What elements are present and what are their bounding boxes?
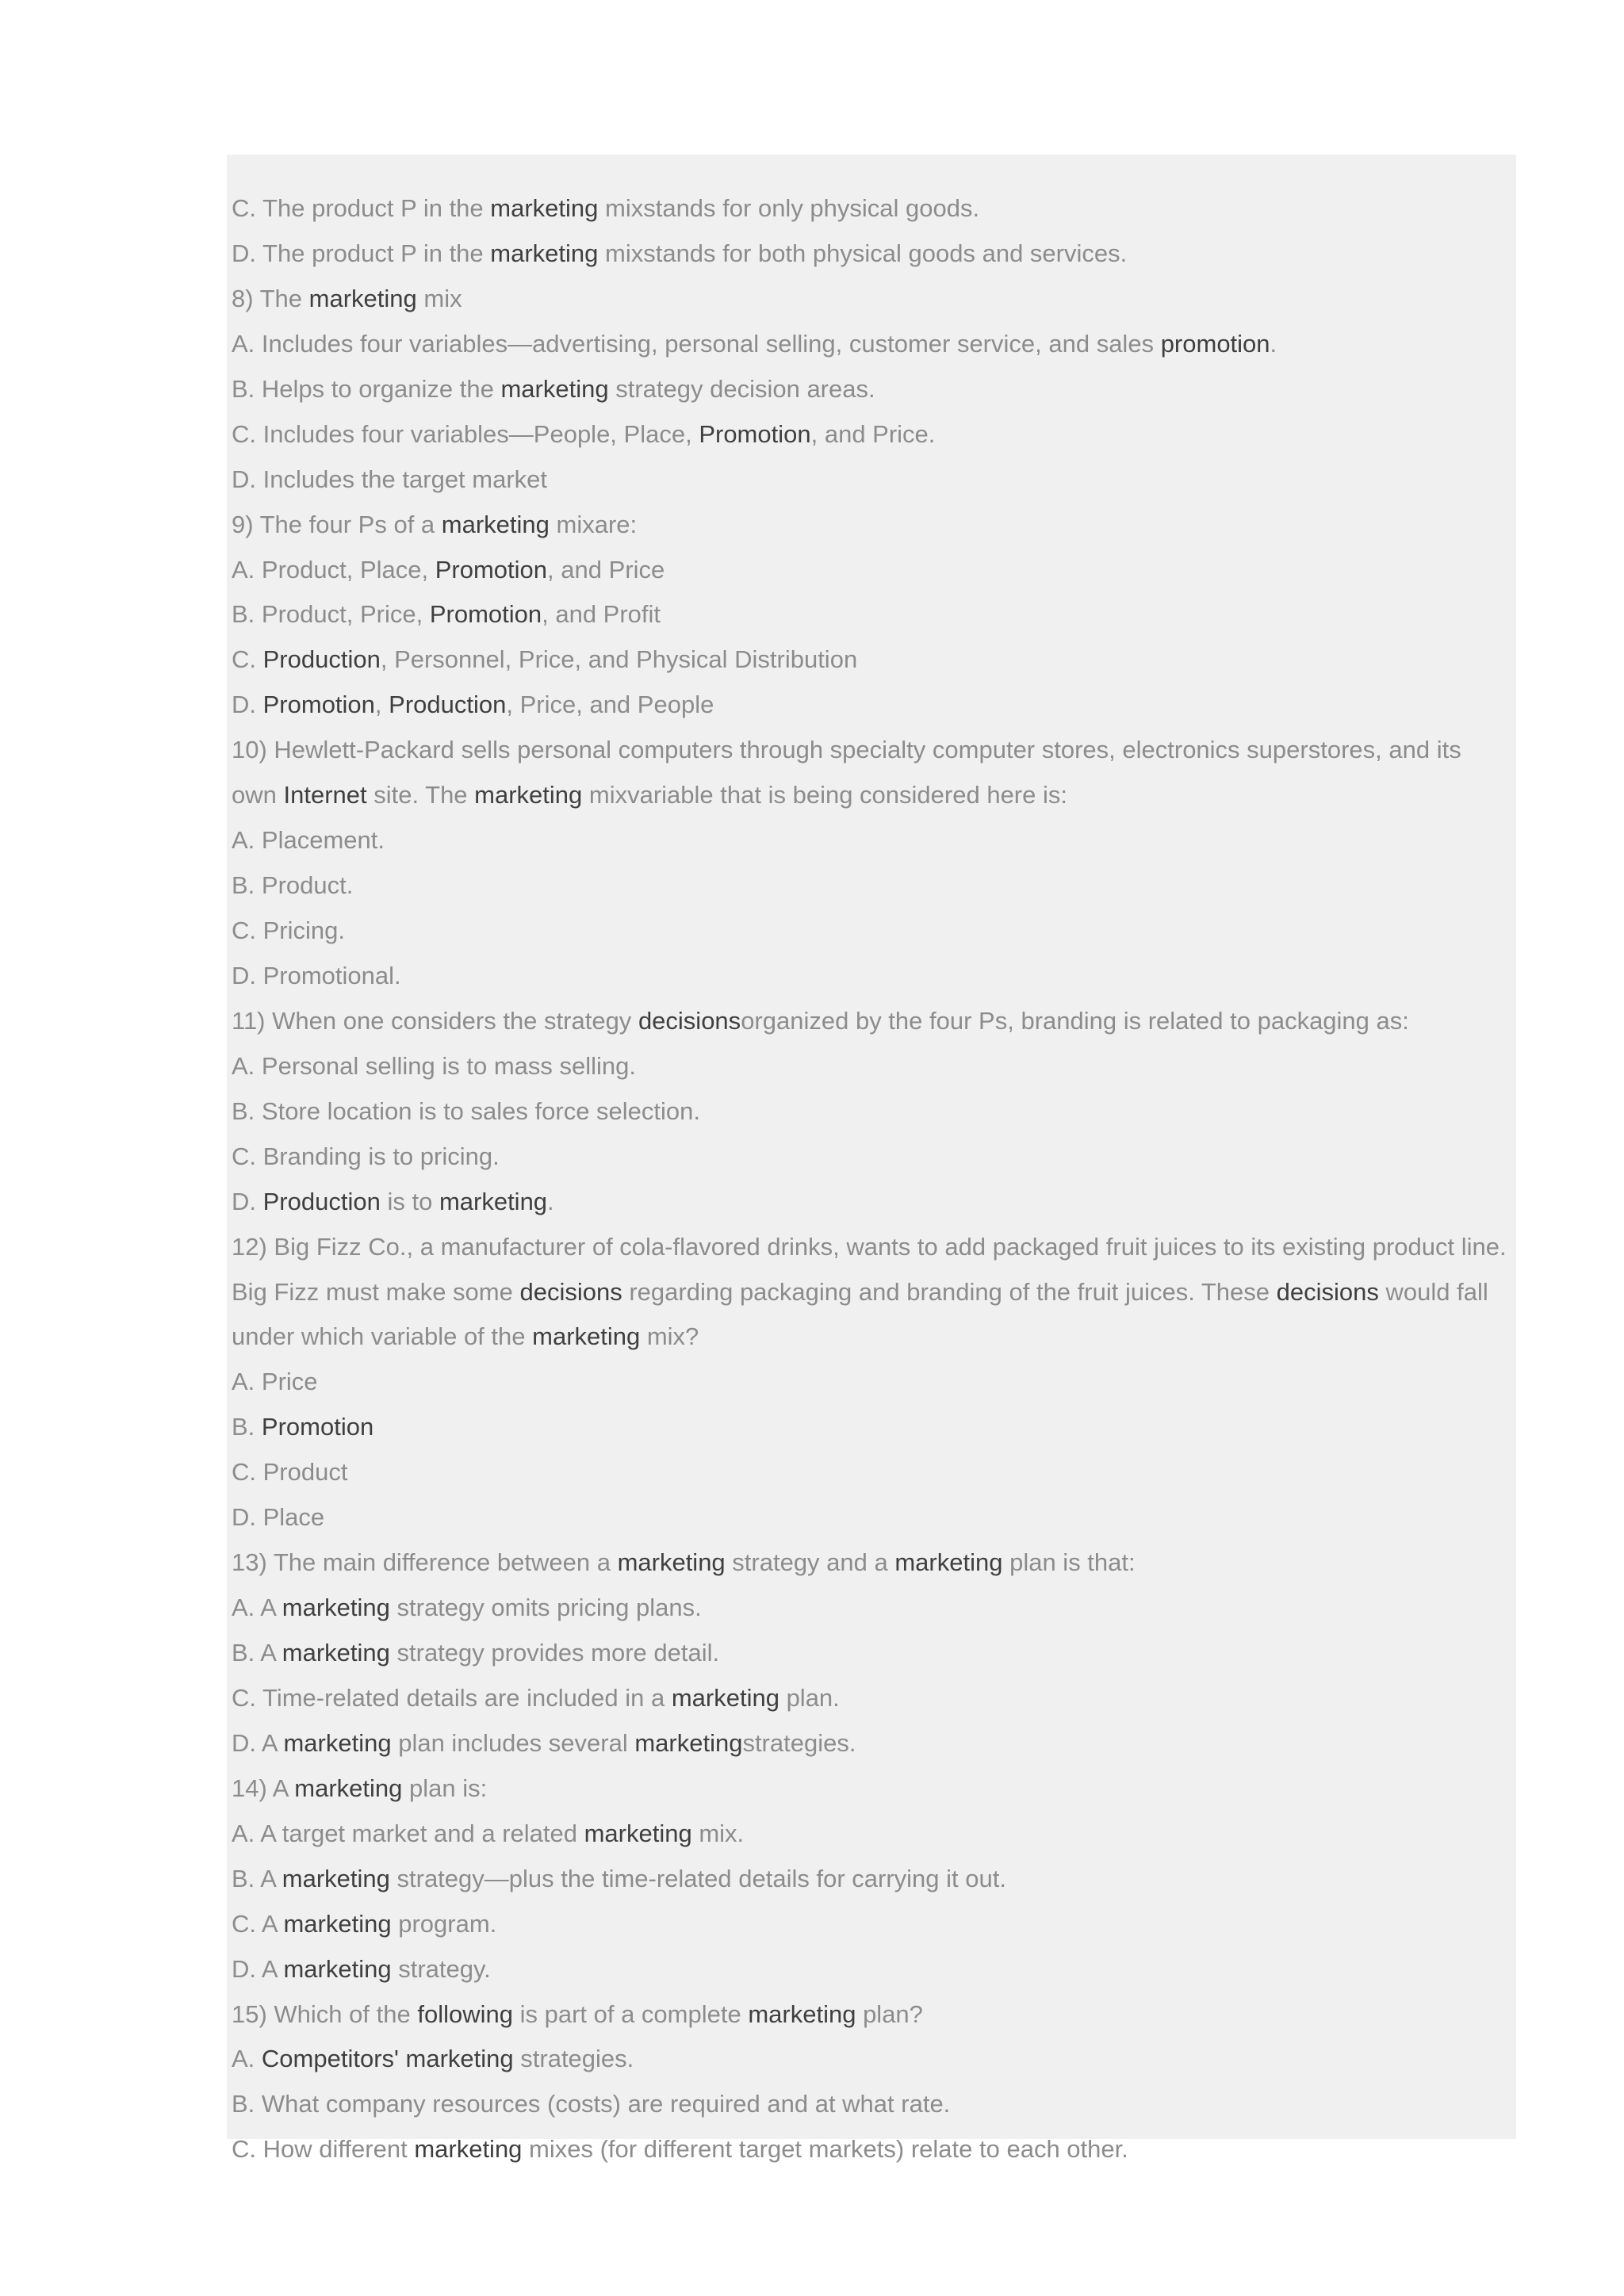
highlighted-term: decisions: [519, 1277, 622, 1306]
text-run: A. Price: [232, 1368, 318, 1396]
text-line: [227, 818, 1516, 863]
highlighted-term: marketing: [283, 1954, 392, 1983]
text-run: D. A: [232, 1728, 284, 1757]
text-line: [227, 1180, 1516, 1225]
text-run: 11) When one considers the strategy: [232, 1006, 638, 1035]
text-run: D.: [232, 1187, 263, 1215]
highlighted-term: promotion: [1160, 329, 1270, 358]
highlighted-term: marketing: [308, 284, 417, 312]
text-run: , and Profit: [542, 600, 661, 629]
text-run: own: [232, 781, 284, 809]
text-run: mixstands for both physical goods and services.: [598, 239, 1128, 267]
text-line: [227, 773, 1516, 818]
text-line: [227, 1270, 1516, 1315]
text-line: [227, 1405, 1516, 1450]
text-line: [227, 1857, 1516, 1902]
highlighted-term: Production: [262, 1187, 381, 1215]
text-line: [227, 1314, 1516, 1360]
text-run: D. Promotional.: [232, 961, 401, 989]
text-run: A. Product, Place,: [232, 555, 435, 584]
text-line: [227, 909, 1516, 954]
text-run: D. Place: [232, 1503, 325, 1532]
text-line: [227, 1812, 1516, 1857]
text-lines: [227, 186, 1516, 2172]
highlighted-term: Promotion: [262, 691, 375, 719]
text-run: 14) A: [232, 1774, 295, 1802]
text-line: [227, 1225, 1516, 1270]
text-run: strategy decision areas.: [608, 374, 875, 403]
text-run: strategy.: [391, 1954, 491, 1983]
highlighted-term: marketing: [671, 1683, 779, 1712]
text-run: organized by the four Ps, branding is related to packaging as:: [741, 1006, 1409, 1035]
text-run: , Personnel, Price, and Physical Distribution: [380, 645, 858, 674]
text-run: C. How different: [232, 2135, 415, 2164]
highlighted-term: Promotion: [261, 1413, 374, 1441]
text-run: mix?: [640, 1322, 699, 1351]
text-line: [227, 2037, 1516, 2082]
text-line: [227, 592, 1516, 637]
highlighted-term: marketing: [490, 239, 599, 267]
text-run: .: [547, 1187, 554, 1215]
text-run: C. Product: [232, 1458, 348, 1487]
text-run: 10) Hewlett-Packard sells personal computers through specialty computer stores, electronics superstores, and its: [232, 736, 1461, 764]
text-run: mixes (for different target markets) relate to each other.: [522, 2135, 1128, 2164]
text-run: 8) The: [232, 284, 309, 312]
text-line: [227, 1947, 1516, 1992]
text-run: .: [1270, 329, 1277, 358]
text-line: [227, 683, 1516, 728]
highlighted-term: Production: [262, 645, 381, 674]
text-run: A.: [232, 2045, 262, 2073]
highlighted-term: marketing: [283, 1728, 392, 1757]
highlighted-term: marketing: [474, 781, 583, 809]
highlighted-term: Competitors' marketing: [261, 2045, 514, 2073]
text-run: under which variable of the: [232, 1322, 533, 1351]
text-run: plan is that:: [1002, 1548, 1136, 1577]
text-run: 15) Which of the: [232, 1999, 418, 2028]
text-line: [227, 412, 1516, 457]
highlighted-term: marketing: [282, 1864, 390, 1892]
text-run: A. A target market and a related: [232, 1819, 584, 1847]
text-run: A. Includes four variables—advertising, personal selling, customer service, and sales: [232, 329, 1161, 358]
text-run: C. Includes four variables—People, Place,: [232, 419, 699, 448]
highlighted-term: marketing: [441, 510, 550, 538]
highlighted-term: marketing: [634, 1728, 743, 1757]
text-line: [227, 1721, 1516, 1766]
highlighted-term: marketing: [439, 1187, 548, 1215]
text-line: [227, 863, 1516, 909]
text-run: C. Pricing.: [232, 916, 345, 944]
text-run: program.: [391, 1909, 497, 1938]
text-line: [227, 1676, 1516, 1721]
text-run: D. The product P in the: [232, 239, 491, 267]
text-run: mix: [416, 284, 462, 312]
text-run: A. A: [232, 1594, 282, 1622]
highlighted-term: marketing: [414, 2135, 523, 2164]
text-run: B. Helps to organize the: [232, 374, 501, 403]
highlighted-term: marketing: [490, 194, 599, 222]
text-run: mixvariable that is being considered here is:: [582, 781, 1067, 809]
quiz-text-block: [227, 155, 1516, 2164]
text-line: [227, 186, 1516, 232]
text-line: [227, 999, 1516, 1044]
text-run: mix.: [691, 1819, 745, 1847]
highlighted-term: Promotion: [699, 419, 811, 448]
text-run: strategies.: [513, 2045, 634, 2073]
text-line: [227, 1631, 1516, 1676]
text-run: plan includes several: [391, 1728, 635, 1757]
text-run: mixstands for only physical goods.: [598, 194, 980, 222]
text-run: strategy omits pricing plans.: [389, 1594, 702, 1622]
text-run: D. Includes the target market: [232, 465, 548, 493]
text-run: C.: [232, 645, 263, 674]
text-run: strategy provides more detail.: [389, 1639, 720, 1667]
text-run: mixare:: [549, 510, 638, 538]
text-line: [227, 1450, 1516, 1495]
text-run: C. Time-related details are included in a: [232, 1683, 672, 1712]
highlighted-term: marketing: [584, 1819, 692, 1847]
highlighted-term: decisions: [1276, 1277, 1379, 1306]
highlighted-term: marketing: [283, 1909, 392, 1938]
text-run: ,: [374, 691, 389, 719]
text-run: 12) Big Fizz Co., a manufacturer of cola-flavored drinks, wants to add packaged fruit juices to its existing product line.: [232, 1232, 1507, 1261]
text-run: 9) The four Ps of a: [232, 510, 442, 538]
text-line: [227, 1586, 1516, 1631]
text-run: D. A: [232, 1954, 284, 1983]
highlighted-term: following: [417, 1999, 513, 2028]
text-run: is part of a complete: [512, 1999, 749, 2028]
text-line: [227, 1540, 1516, 1586]
text-run: Big Fizz must make some: [232, 1277, 520, 1306]
text-run: D.: [232, 691, 263, 719]
text-run: C. The product P in the: [232, 194, 491, 222]
highlighted-term: marketing: [282, 1594, 390, 1622]
text-run: C. A: [232, 1909, 284, 1938]
text-line: [227, 1902, 1516, 1947]
text-run: would fall: [1378, 1277, 1488, 1306]
text-run: is to: [380, 1187, 439, 1215]
text-line: [227, 2082, 1516, 2127]
text-run: plan?: [856, 1999, 923, 2028]
text-line: [227, 1766, 1516, 1812]
highlighted-term: marketing: [617, 1548, 726, 1577]
text-run: B. Product.: [232, 871, 354, 900]
text-run: C. Branding is to pricing.: [232, 1142, 500, 1170]
text-line: [227, 1044, 1516, 1089]
text-run: A. Placement.: [232, 826, 385, 855]
highlighted-term: decisions: [638, 1006, 741, 1035]
text-run: plan.: [779, 1683, 840, 1712]
text-line: [227, 637, 1516, 683]
text-run: regarding packaging and branding of the fruit juices. These: [622, 1277, 1277, 1306]
text-line: [227, 2127, 1516, 2172]
highlighted-term: marketing: [294, 1774, 403, 1802]
text-run: strategy and a: [725, 1548, 895, 1577]
text-run: B. What company resources (costs) are required and at what rate.: [232, 2090, 951, 2118]
text-run: B. A: [232, 1864, 282, 1892]
highlighted-term: marketing: [532, 1322, 641, 1351]
highlighted-term: marketing: [500, 374, 609, 403]
text-line: [227, 548, 1516, 593]
text-run: 13) The main difference between a: [232, 1548, 618, 1577]
text-line: [227, 728, 1516, 773]
text-run: B. A: [232, 1639, 282, 1667]
highlighted-term: Internet: [283, 781, 367, 809]
text-line: [227, 1495, 1516, 1540]
text-run: strategies.: [742, 1728, 856, 1757]
text-line: [227, 1089, 1516, 1135]
highlighted-term: Promotion: [435, 555, 548, 584]
highlighted-term: Promotion: [429, 600, 542, 629]
highlighted-term: Production: [389, 691, 507, 719]
text-line: [227, 1360, 1516, 1405]
text-line: [227, 1992, 1516, 2038]
highlighted-term: marketing: [894, 1548, 1003, 1577]
text-line: [227, 232, 1516, 277]
text-run: B. Product, Price,: [232, 600, 430, 629]
text-line: [227, 277, 1516, 322]
highlighted-term: marketing: [282, 1639, 390, 1667]
text-run: strategy—plus the time-related details for carrying it out.: [389, 1864, 1006, 1892]
text-line: [227, 322, 1516, 367]
text-run: A. Personal selling is to mass selling.: [232, 1051, 637, 1080]
text-line: [227, 954, 1516, 999]
text-run: plan is:: [402, 1774, 488, 1802]
text-run: , and Price: [547, 555, 665, 584]
text-line: [227, 1135, 1516, 1180]
text-line: [227, 503, 1516, 548]
text-line: [227, 457, 1516, 503]
highlighted-term: marketing: [748, 1999, 856, 2028]
text-run: B. Store location is to sales force selection.: [232, 1096, 701, 1125]
text-run: , and Price.: [810, 419, 936, 448]
text-line: [227, 367, 1516, 412]
text-run: , Price, and People: [506, 691, 714, 719]
text-run: B.: [232, 1413, 262, 1441]
text-run: site. The: [366, 781, 475, 809]
